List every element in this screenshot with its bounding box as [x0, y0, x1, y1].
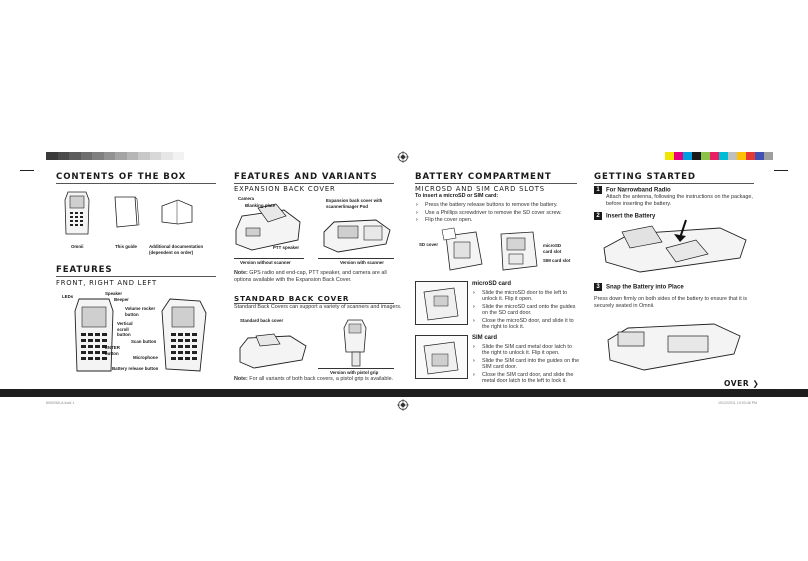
color-calibration-bar [665, 152, 773, 160]
calibration-swatch [701, 152, 710, 160]
label-volume: Volume rocker button [125, 306, 156, 317]
calibration-swatch [665, 152, 674, 160]
contents-rule [56, 183, 216, 184]
calibration-swatch [46, 152, 58, 160]
crop-mark [774, 389, 788, 390]
battery-rule [415, 183, 577, 184]
pistol-caption-rule [318, 368, 394, 369]
step-2-title: Insert the Battery [606, 213, 656, 220]
calibration-swatch [92, 152, 104, 160]
microsd-image-box [415, 281, 468, 325]
calibration-swatch [58, 152, 70, 160]
expansion-note [234, 270, 394, 284]
pistol-note [234, 376, 404, 383]
note2-text: For all variants of both back covers, a pistol grip is available. [249, 376, 394, 382]
sim-title: SIM card [472, 335, 498, 341]
guide-booklet-image [113, 195, 139, 234]
crop-mark [20, 170, 34, 171]
card-slots-image [495, 228, 541, 277]
label-standard-back-cover: Standard back cover [240, 318, 284, 323]
standard-back-cover-image [236, 330, 308, 375]
step-3-title: Snap the Battery into Place [606, 284, 684, 291]
registration-mark-bottom [397, 398, 409, 416]
caption-rule-left [234, 258, 304, 259]
contents-item-omnii: Omnii [71, 244, 84, 249]
calibration-swatch [737, 152, 746, 160]
label-enter: ENTER button [105, 345, 120, 356]
microsd-step: › Close the microSD door, and slide it to the right to lock it. [472, 318, 580, 331]
step-3-heading [594, 283, 684, 292]
calibration-swatch [161, 152, 173, 160]
getting-started-title: GETTING STARTED [594, 172, 696, 182]
crop-mark [774, 170, 788, 171]
calibration-swatch [138, 152, 150, 160]
label-scan: Scan button [131, 339, 157, 344]
contents-item-documentation: Additional documentation (dependent on order) [149, 244, 204, 255]
battery-subtitle: MICROSD AND SIM CARD SLOTS [415, 185, 545, 193]
features-rule [56, 276, 216, 277]
crop-mark [20, 389, 34, 390]
calibration-swatch [81, 152, 93, 160]
label-battery-release: Battery release button [112, 366, 159, 371]
note1-label: Note: [234, 270, 248, 276]
over-indicator [724, 379, 759, 388]
registration-mark-top [397, 150, 409, 168]
note2-label: Note: [234, 376, 248, 382]
label-microsd-slot: microSD card slot [543, 243, 562, 254]
variants-title: FEATURES AND VARIANTS [234, 172, 378, 182]
documentation-image [160, 198, 194, 231]
chevron-right-icon: ❯ [752, 379, 760, 388]
standard-text: Standard Back Covers can support a variety of scanners and imagers. [234, 304, 402, 310]
calibration-swatch [683, 152, 692, 160]
standard-title: STANDARD BACK COVER [234, 294, 350, 303]
calibration-swatch [104, 152, 116, 160]
label-camera: Camera [238, 196, 255, 201]
sim-step: › Slide the SIM card metal door latch to the right to unlock it. Flip it open. [472, 344, 580, 357]
calibration-swatch [764, 152, 773, 160]
battery-step: › Flip the cover open. [415, 217, 580, 223]
contents-title: CONTENTS OF THE BOX [56, 172, 187, 182]
label-leds: LEDs [62, 294, 74, 299]
getting-started-rule [594, 183, 754, 184]
step-3-number: 3 [594, 283, 602, 291]
note1-text: GPS radio and end-cap, PTT speaker, and camera are all options available with the Expansion Back Cover. [234, 270, 387, 283]
calibration-swatch [692, 152, 701, 160]
caption-with-scanner: Version with scanner [340, 260, 384, 265]
battery-title: BATTERY COMPARTMENT [415, 172, 552, 182]
step-1-number: 1 [594, 186, 602, 194]
snap-battery-image [604, 318, 744, 379]
features-title: FEATURES [56, 265, 113, 275]
sim-image-box [415, 335, 468, 379]
label-sim-slot: SIM card slot [543, 258, 571, 263]
calibration-swatch [674, 152, 683, 160]
expansion-subtitle: EXPANSION BACK COVER [234, 185, 336, 193]
label-beeper: Beeper [114, 297, 129, 302]
sim-steps [472, 344, 580, 386]
label-blanking-plate: Blanking plate [245, 203, 276, 208]
calibration-swatch [710, 152, 719, 160]
bottom-band [0, 389, 808, 397]
caption-rule-right [318, 258, 394, 259]
calibration-swatch [755, 152, 764, 160]
label-sd-cover: SD cover [419, 242, 439, 247]
over-label: OVER [724, 379, 750, 388]
insert-card-heading: To insert a microSD or SIM card: [415, 193, 499, 199]
step-3-text: Press down firmly on both sides of the battery to ensure that it is securely seated in Omnii. [594, 296, 748, 309]
label-expansion-with-scanner: Expansion back cover with scanner/imager Pod [326, 198, 383, 209]
battery-steps [415, 202, 580, 225]
calibration-swatch [69, 152, 81, 160]
insert-battery-image [600, 218, 750, 279]
pistol-grip-image [340, 318, 370, 373]
microsd-step: › Slide the microSD door to the left to unlock it. Flip it open. [472, 290, 580, 303]
label-vertical-scroll: Vertical scroll button [117, 321, 133, 337]
sim-step: › Slide the SIM card into the guides on the SIM card door. [472, 358, 580, 371]
footer-file-name: 8000260-A.indd 1 [46, 401, 75, 405]
omnii-side-image [160, 297, 208, 380]
caption-without-scanner: Version without scanner [240, 260, 291, 265]
gray-calibration-bar [46, 152, 184, 160]
omnii-front-image [73, 297, 115, 380]
calibration-swatch [127, 152, 139, 160]
calibration-swatch [150, 152, 162, 160]
contents-item-guide: This guide [115, 244, 137, 249]
features-subtitle: FRONT, RIGHT AND LEFT [56, 279, 157, 287]
omnii-device-image [62, 190, 92, 243]
sd-cover-image [440, 228, 486, 277]
variants-rule [234, 183, 394, 184]
calibration-swatch [719, 152, 728, 160]
calibration-swatch [115, 152, 127, 160]
battery-step: › Use a Phillips screwdriver to remove the SD cover screw. [415, 210, 580, 216]
step-1-text: Attach the antenna, following the instructions on the package, before inserting the battery. [606, 194, 753, 207]
expansion-with-scanner-image [320, 212, 392, 259]
label-microphone: Microphone [133, 355, 158, 360]
calibration-swatch [173, 152, 185, 160]
microsd-steps [472, 290, 580, 332]
calibration-swatch [746, 152, 755, 160]
battery-step: › Press the battery release buttons to remove the battery. [415, 202, 580, 208]
step-2-number: 2 [594, 212, 602, 220]
label-ptt-speaker: PTT speaker [273, 245, 300, 250]
expansion-without-scanner-image [232, 200, 304, 259]
footer-timestamp: 10/12/2011 10:03:46 PM [718, 401, 758, 405]
microsd-step: › Slide the microSD card onto the guides on the SD card door. [472, 304, 580, 317]
label-speaker: Speaker [105, 291, 123, 296]
microsd-title: microSD card [472, 281, 512, 287]
sim-step: › Close the SIM card door, and slide the metal door latch to the left to lock it. [472, 372, 580, 385]
caption-pistol-grip: Version with pistol grip [330, 370, 379, 375]
calibration-swatch [728, 152, 737, 160]
step-1-title: For Narrowband Radio [606, 187, 671, 194]
